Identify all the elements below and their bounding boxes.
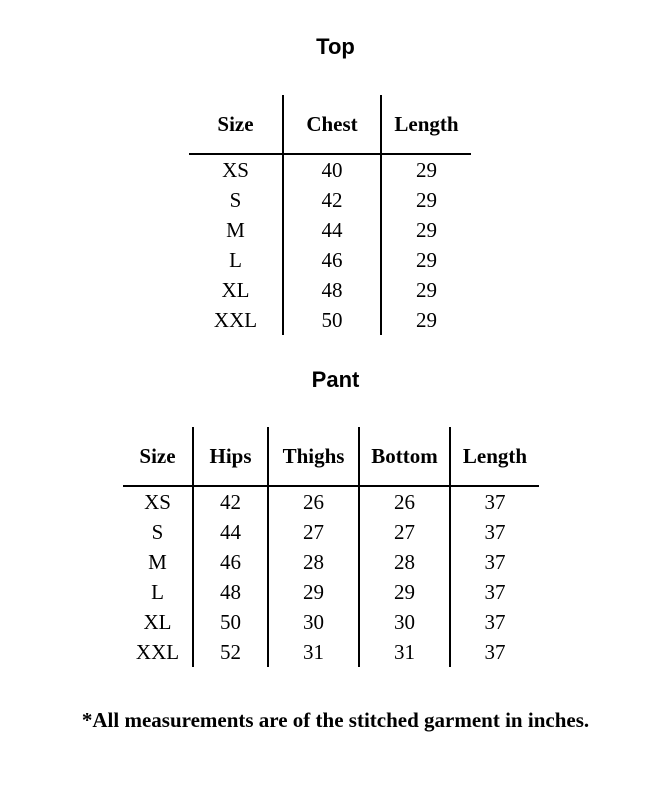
table-header-row	[123, 427, 539, 486]
table-row	[123, 637, 539, 667]
table-row	[123, 517, 539, 547]
measurement-cell: 37	[484, 519, 506, 544]
size-cell: XL	[123, 607, 193, 637]
measurement-cell: 28	[359, 547, 450, 577]
top-size-table	[189, 95, 471, 335]
column-header-size: Size	[123, 427, 193, 486]
measurement-cell: 29	[416, 277, 437, 302]
top-table-title: Top	[316, 34, 355, 59]
measurement-cell: 26	[268, 486, 359, 517]
measurement-footnote: *All measurements are of the stitched garment in inches.	[81, 708, 590, 732]
table-row	[123, 547, 539, 577]
table-header-row	[189, 95, 471, 154]
measurement-cell: 29	[359, 577, 450, 607]
size-cell: M	[189, 215, 283, 245]
measurement-cell: 46	[283, 245, 381, 275]
measurement-cell: 29	[416, 307, 437, 332]
measurement-cell: 29	[268, 577, 359, 607]
measurement-cell: 37	[484, 489, 506, 514]
measurement-cell: 44	[193, 517, 268, 547]
column-header-hips: Hips	[193, 427, 268, 486]
column-header-chest: Chest	[283, 95, 381, 154]
size-cell: L	[189, 245, 283, 275]
measurement-cell: 50	[283, 305, 381, 335]
table-row	[189, 185, 471, 215]
measurement-cell: 29	[416, 187, 437, 212]
size-cell: M	[123, 547, 193, 577]
measurement-cell: 40	[283, 154, 381, 185]
column-header-bottom: Bottom	[359, 427, 450, 486]
column-header-thighs: Thighs	[268, 427, 359, 486]
pant-size-table	[123, 427, 539, 667]
measurement-cell: 42	[193, 486, 268, 517]
table-row	[123, 577, 539, 607]
measurement-cell: 52	[193, 637, 268, 667]
measurement-cell: 37	[484, 609, 506, 634]
measurement-cell: 42	[283, 185, 381, 215]
column-header-length: Length	[381, 95, 471, 154]
measurement-cell: 27	[268, 517, 359, 547]
table-row	[123, 607, 539, 637]
measurement-cell: 30	[359, 607, 450, 637]
table-row	[189, 275, 471, 305]
measurement-cell: 31	[359, 637, 450, 667]
size-cell: XXL	[123, 637, 193, 667]
size-cell: XS	[123, 486, 193, 517]
table-row	[189, 305, 471, 335]
size-cell: XXL	[189, 305, 283, 335]
measurement-cell: 28	[268, 547, 359, 577]
measurement-cell: 27	[359, 517, 450, 547]
table-row	[189, 215, 471, 245]
column-header-length: Length	[450, 427, 539, 486]
measurement-cell: 29	[416, 217, 437, 242]
size-cell: L	[123, 577, 193, 607]
measurement-cell: 48	[193, 577, 268, 607]
pant-table-title: Pant	[311, 367, 360, 392]
measurement-cell: 37	[484, 639, 506, 664]
measurement-cell: 37	[484, 579, 506, 604]
measurement-cell: 29	[416, 247, 437, 272]
measurement-cell: 37	[484, 549, 506, 574]
table-row	[189, 245, 471, 275]
measurement-cell: 46	[193, 547, 268, 577]
size-cell: S	[189, 185, 283, 215]
measurement-cell: 48	[283, 275, 381, 305]
table-row	[189, 154, 471, 185]
measurement-cell: 29	[416, 157, 437, 182]
table-row	[123, 486, 539, 517]
size-cell: XS	[189, 154, 283, 185]
measurement-cell: 31	[268, 637, 359, 667]
column-header-size: Size	[189, 95, 283, 154]
size-cell: XL	[189, 275, 283, 305]
measurement-cell: 44	[283, 215, 381, 245]
measurement-cell: 26	[359, 486, 450, 517]
measurement-cell: 50	[193, 607, 268, 637]
measurement-cell: 30	[268, 607, 359, 637]
size-cell: S	[123, 517, 193, 547]
